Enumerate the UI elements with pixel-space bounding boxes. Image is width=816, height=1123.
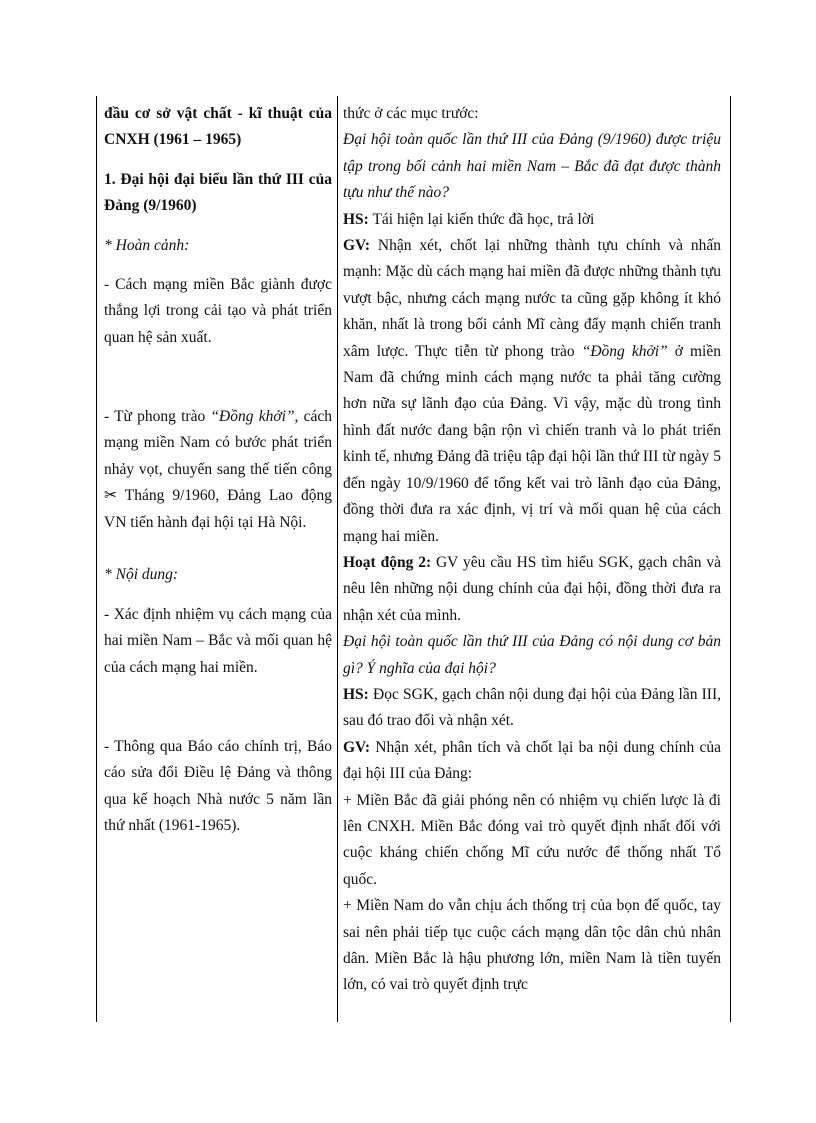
context-label: * Hoàn cảnh: xyxy=(104,236,190,254)
hs-answer-1: HS: Tái hiện lại kiến thức đã học, trả lời xyxy=(343,210,595,228)
gv-comment-2: GV: Nhận xét, phân tích và chốt lại ba nội dung chính của đại hội III của Đảng: xyxy=(343,738,721,783)
content-point-north: + Miền Bắc đã giải phóng nên có nhiệm vụ chiến lược là đi lên CNXH. Miền Bắc đóng vai trò quyết định nhất đối với cuộc kháng chiến chống Mĩ cứu nước để thống nhất Tổ quốc. xyxy=(343,791,721,888)
context-point-2: - Từ phong trào “Đồng khởi”, cách mạng miền Nam có bước phát triển nhảy vọt, chuyển sang thế tiến công ✂ Tháng 9/1960, Đảng Lao động VN tiến hành đại hội tại Hà Nội. xyxy=(104,408,332,531)
content-label: * Nội dung: xyxy=(104,566,179,584)
content-point-1: - Xác định nhiệm vụ cách mạng của hai miền Nam – Bắc và mối quan hệ của cách mạng hai miền. xyxy=(104,605,332,676)
context-point-1: - Cách mạng miền Bắc giành được thắng lợi trong cải tạo và phát triển quan hệ sản xuất. xyxy=(104,276,332,346)
activity-2: Hoạt động 2: GV yêu cầu HS tìm hiểu SGK, gạch chân và nêu lên những nội dung chính của đại hội, đồng thời đưa ra nhận xét của mình. xyxy=(343,553,721,624)
gv-comment-1: GV: Nhận xét, chốt lại những thành tựu chính và nhấn mạnh: Mặc dù cách mạng hai miền đã được những thành tựu vượt bậc, nhưng cách mạng nước ta cũng gặp không ít khó khăn, nhất là trong bối cảnh Mĩ càng đẩy mạnh chiến tranh xâm lược. Thực tiễn từ phong trào “Đồng khởi” ở miền Nam đã chứng minh cách mạng nước ta phải tăng cường hơn nữa sự lãnh đạo của Đảng. Vì vậy, mặc dù trong tình hình đất nước đang bận rộn vì chiến tranh và lo phát triển kinh tế, nhưng Đảng đã triệu tập đại hội lần thứ III từ ngày 5 đến ngày 10/9/1960 để tổng kết vai trò lãnh đạo của Đảng, đồng thời đưa ra xác định, vị trí và mối quan hệ của cách mạng hai miền. xyxy=(343,237,721,545)
question-1: Đại hội toàn quốc lần thứ III của Đảng (9/1960) được triệu tập trong bối cảnh hai miền Nam – Bắc đã đạt được thành tựu như thế nào? xyxy=(343,131,721,202)
content-point-2: - Thông qua Báo cáo chính trị, Báo cáo sửa đổi Điều lệ Đảng và thông qua kế hoạch Nhà nước 5 năm lần thứ nhất (1961-1965). xyxy=(104,737,332,835)
hs-answer-2: HS: Đọc SGK, gạch chân nội dung đại hội của Đảng lần III, sau đó trao đổi và nhận xét. xyxy=(343,685,721,730)
section-heading-continued: đầu cơ sở vật chất - kĩ thuật của CNXH (1961 – 1965) xyxy=(104,105,332,149)
table-border-left xyxy=(96,96,97,1022)
left-column xyxy=(104,101,332,840)
question-2: Đại hội toàn quốc lần thứ III của Đảng có nội dung cơ bản gì? Ý nghĩa của đại hội? xyxy=(343,633,721,677)
right-column xyxy=(343,101,721,999)
table-border-middle xyxy=(337,96,338,1022)
content-point-south: + Miền Nam do vẫn chịu ách thống trị của bọn đế quốc, tay sai nên phải tiếp tục cuộc cách mạng dân tộc dân chủ nhân dân. Miền Bắc là hậu phương lớn, miền Nam là tiền tuyến lớn, có vai trò quyết định trực xyxy=(343,897,721,994)
table-border-right xyxy=(730,96,731,1022)
intro-line: thức ở các mục trước: xyxy=(343,105,479,122)
section-title: 1. Đại hội đại biểu lần thứ III của Đảng (9/1960) xyxy=(104,170,332,215)
